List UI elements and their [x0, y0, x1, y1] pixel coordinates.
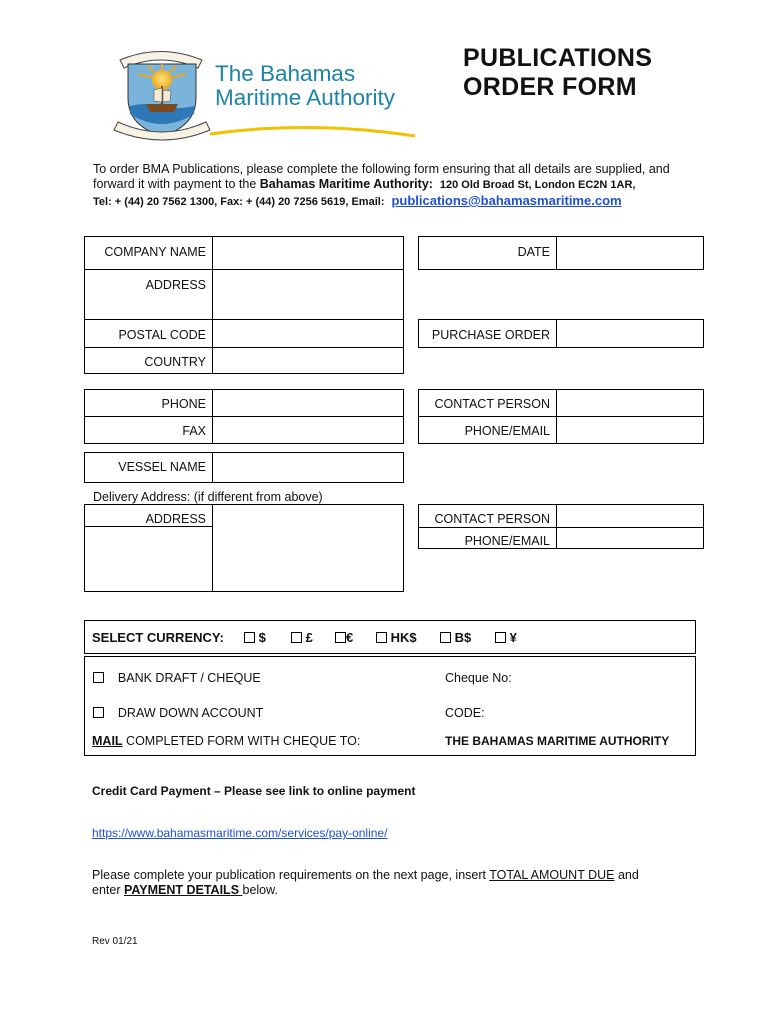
- currency-gbp-label: £: [305, 630, 313, 645]
- date-label: DATE: [517, 245, 550, 259]
- checkbox-icon[interactable]: [335, 632, 346, 643]
- currency-label: SELECT CURRENCY:: [92, 630, 224, 645]
- bank-draft-label: BANK DRAFT / CHEQUE: [117, 671, 261, 685]
- payment-details: PAYMENT DETAILS: [123, 883, 243, 897]
- checkbox-icon[interactable]: [376, 632, 387, 643]
- company-name-label: COMPANY NAME: [104, 245, 206, 259]
- purchase-order-input[interactable]: [558, 321, 702, 346]
- cheque-no-input[interactable]: [520, 666, 690, 688]
- instructions-mid: and: [614, 868, 639, 882]
- delivery-address-label: ADDRESS: [145, 512, 206, 526]
- bank-draft-option[interactable]: [93, 671, 261, 685]
- currency-eur-label: €: [346, 630, 354, 645]
- date-input[interactable]: [558, 238, 702, 268]
- currency-jpy-label: ¥: [509, 630, 517, 645]
- address-input[interactable]: [214, 271, 402, 318]
- purchase-order-label: PURCHASE ORDER: [431, 328, 550, 342]
- intro-contact: Tel: + (44) 20 7562 1300, Fax: + (44) 20 7256 5619, Email:: [93, 196, 385, 208]
- draw-down-option[interactable]: [93, 706, 263, 720]
- contact-person-input[interactable]: [558, 391, 702, 415]
- credit-card-note: Credit Card Payment – Please see link to online payment: [92, 784, 416, 798]
- mail-to: THE BAHAMAS MARITIME AUTHORITY: [445, 734, 670, 748]
- address-label: ADDRESS: [145, 278, 206, 292]
- fax-input[interactable]: [214, 418, 402, 443]
- currency-option-hkd[interactable]: [376, 630, 417, 645]
- page-title: [463, 44, 652, 102]
- delivery-contact-person-input[interactable]: [558, 506, 702, 526]
- currency-option-bsd[interactable]: [440, 630, 471, 645]
- contact-person-label: CONTACT PERSON: [434, 397, 550, 411]
- currency-option-jpy[interactable]: [495, 630, 517, 645]
- instructions-line2-prefix: enter: [92, 883, 124, 897]
- checkbox-icon[interactable]: [495, 632, 506, 643]
- delivery-phone-email-label: PHONE/EMAIL: [464, 534, 550, 548]
- currency-option-usd[interactable]: [244, 630, 266, 645]
- currency-bsd-label: B$: [454, 630, 472, 645]
- instructions-prefix: Please complete your publication requirements on the next page, insert: [92, 868, 490, 882]
- phone-label: PHONE: [161, 397, 206, 411]
- checkbox-icon[interactable]: [244, 632, 255, 643]
- code-label: CODE:: [445, 706, 485, 720]
- total-amount-due: TOTAL AMOUNT DUE: [489, 868, 615, 882]
- postal-code-input[interactable]: [214, 321, 402, 346]
- mail-instruction: [92, 734, 360, 748]
- company-name-input[interactable]: [214, 238, 402, 268]
- currency-usd-label: $: [258, 630, 266, 645]
- draw-down-label: DRAW DOWN ACCOUNT: [117, 706, 264, 720]
- instructions: [92, 868, 639, 898]
- phone-email-label: PHONE/EMAIL: [464, 424, 550, 438]
- postal-code-label: POSTAL CODE: [118, 328, 206, 342]
- currency-hkd-label: HK$: [390, 630, 417, 645]
- instructions-line1: [92, 868, 639, 883]
- intro-paragraph: [93, 162, 713, 210]
- country-input[interactable]: [214, 349, 402, 373]
- mail-label: MAIL: [92, 734, 123, 748]
- currency-option-gbp[interactable]: [291, 630, 313, 645]
- email-link[interactable]: publications@bahamasmaritime.com: [391, 193, 622, 208]
- intro-line3: [93, 193, 713, 210]
- org-name-line1: The Bahamas: [215, 61, 356, 86]
- delivery-note: Delivery Address: (if different from above): [93, 490, 323, 504]
- country-label: COUNTRY: [144, 355, 206, 369]
- vessel-name-label: VESSEL NAME: [118, 460, 206, 474]
- phone-input[interactable]: [214, 391, 402, 415]
- intro-line2: [93, 177, 713, 193]
- pay-online-link[interactable]: https://www.bahamasmaritime.com/services/pay-online/: [92, 826, 388, 840]
- org-name-line2: Maritime Authority: [215, 85, 396, 110]
- intro-org-bold: Bahamas Maritime Authority:: [259, 177, 433, 191]
- instructions-suffix: below.: [242, 883, 278, 897]
- checkbox-icon[interactable]: [291, 632, 302, 643]
- intro-line1: To order BMA Publications, please complete the following form ensuring that all details are supplied, and: [93, 162, 670, 176]
- delivery-address-input[interactable]: [214, 506, 402, 590]
- mail-text: COMPLETED FORM WITH CHEQUE TO:: [122, 734, 361, 748]
- checkbox-icon[interactable]: [93, 672, 104, 683]
- instructions-line2: [92, 883, 639, 898]
- title-line1: PUBLICATIONS: [463, 44, 653, 72]
- intro-address: 120 Old Broad St, London EC2N 1AR,: [439, 179, 636, 191]
- cheque-no-label: Cheque No:: [445, 671, 512, 685]
- checkbox-icon[interactable]: [440, 632, 451, 643]
- title-line2: ORDER FORM: [463, 73, 637, 101]
- delivery-phone-email-input[interactable]: [558, 529, 702, 548]
- delivery-contact-person-label: CONTACT PERSON: [434, 512, 550, 526]
- org-name: [215, 62, 395, 110]
- intro-line2-prefix: forward it with payment to the: [93, 177, 260, 191]
- phone-email-input[interactable]: [558, 418, 702, 443]
- checkbox-icon[interactable]: [93, 707, 104, 718]
- fax-label: FAX: [182, 424, 206, 438]
- vessel-name-input[interactable]: [214, 454, 402, 481]
- currency-option-eur[interactable]: [335, 630, 353, 645]
- revision-label: Rev 01/21: [92, 936, 138, 947]
- code-input[interactable]: [490, 701, 690, 723]
